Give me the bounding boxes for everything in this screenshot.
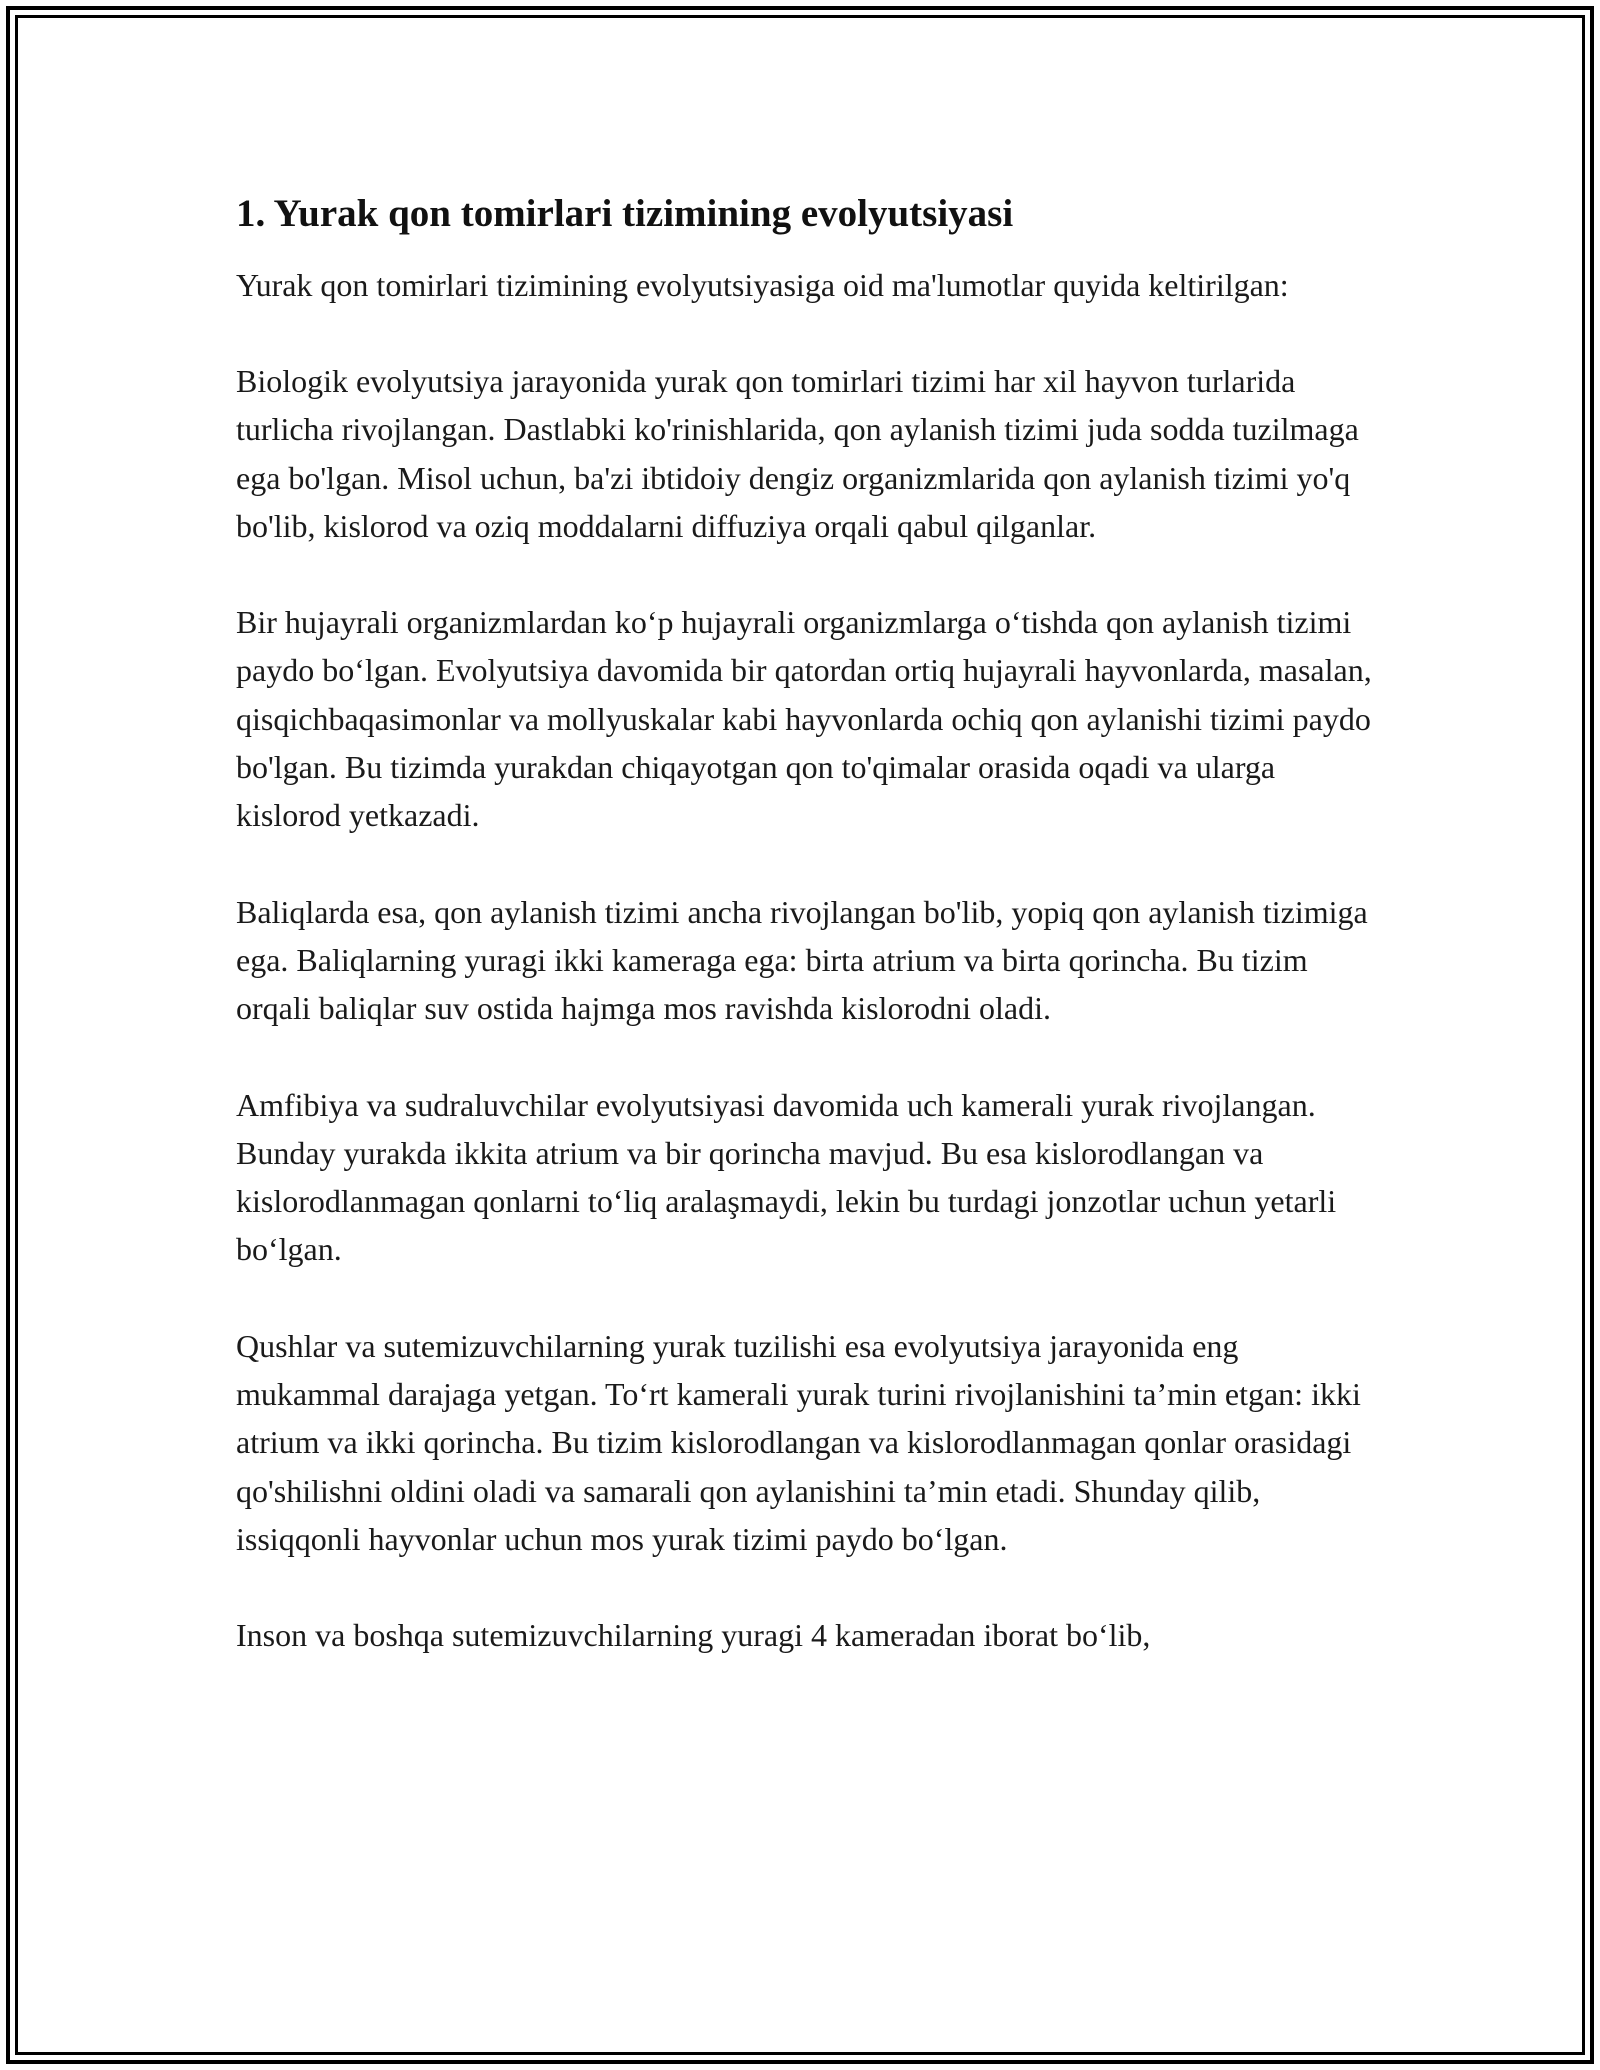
paragraph-birds-mammals: Qushlar va sutemizuvchilarning yurak tuzilishi esa evolyutsiya jarayonida eng mukammal darajaga yetgan. To‘rt kamerali yurak turini rivojlanishini ta’min etgan: ikki atrium va ikki qorincha. Bu tizim kislorodlangan va kislorodlanmagan qonlar orasidagi qo'shilishni oldini oladi va samarali qon aylanishini ta’min etadi. Shunday qilib, issiqqonli hayvonlar uchun mos yurak tizimi paydo bo‘lgan. bbox=[236, 1327, 1361, 1557]
paragraph-amphibians-reptiles: Amfibiya va sudraluvchilar evolyutsiyasi davomida uch kamerali yurak rivojlangan. Bunday yurakda ikkita atrium va bir qorincha mavjud. Bu esa kislorodlangan va kislorodlanmagan qonlarni to‘liq aralaşmaydi, lekin bu turdagi jonzotlar uchun yetarli bo‘lgan. bbox=[236, 1086, 1337, 1268]
intro-paragraph: Yurak qon tomirlari tizimining evolyutsiyasiga oid ma'lumotlar quyida keltirilgan: bbox=[236, 267, 1289, 303]
paragraph-fish: Baliqlarda esa, qon aylanish tizimi ancha rivojlangan bo'lib, yopiq qon aylanish tizimiga ega. Baliqlarning yuragi ikki kameraga ega: birta atrium va birta qorincha. Bu tizim orqali baliqlar suv ostida hajmga mos ravishda kislorodni oladi. bbox=[236, 893, 1368, 1027]
document-title: 1. Yurak qon tomirlari tizimining evolyutsiyasi bbox=[236, 192, 1014, 235]
document-body bbox=[236, 186, 1386, 1660]
paragraph-open-circulation: Bir hujayrali organizmlardan ko‘p hujayrali organizmlarga o‘tishda qon aylanish tizimi paydo bo‘lgan. Evolyutsiya davomida bir qatordan ortiq hujayrali hayvonlarda, masalan, qisqichbaqasimonlar va mollyuskalar kabi hayvonlarda ochiq qon aylanishi tizimi paydo bo'lgan. Bu tizimda yurakdan chiqayotgan qon to'qimalar orasida oqadi va ularga kislorod yetkazadi. bbox=[236, 604, 1372, 834]
paragraph-human-heart: Inson va boshqa sutemizuvchilarning yuragi 4 kameradan iborat bo‘lib, bbox=[236, 1617, 1151, 1654]
paragraph-biological-evolution: Biologik evolyutsiya jarayonida yurak qon tomirlari tizimi har xil hayvon turlarida turlicha rivojlangan. Dastlabki ko'rinishlarida, qon aylanish tizimi juda sodda tuzilmaga ega bo'lgan. Misol uchun, ba'zi ibtidoiy dengiz organizmlarida qon aylanish tizimi yo'q bo'lib, kislorod va oziq moddalarni diffuziya orqali qabul qilganlar. bbox=[236, 363, 1359, 544]
